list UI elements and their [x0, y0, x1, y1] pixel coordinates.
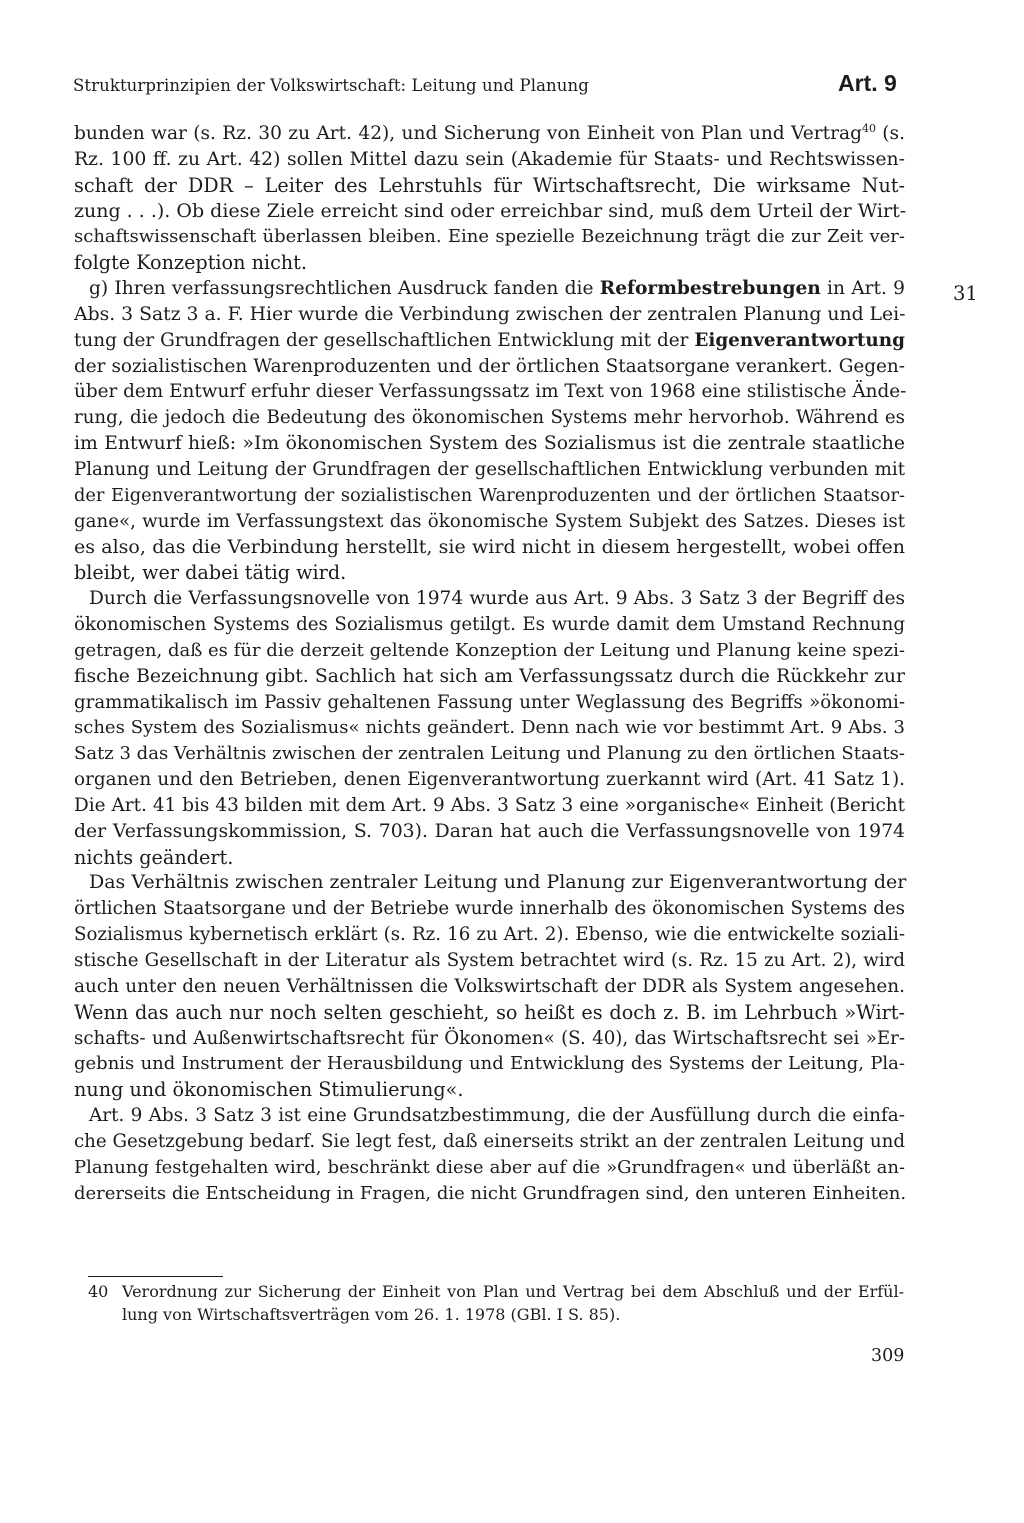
text-line	[74, 715, 905, 741]
footnote-ref: 40	[861, 122, 876, 135]
text-segment: zung . . .). Ob diese Ziele erreicht sind oder erreichbar sind, muß dem Urteil der Wirt-	[74, 199, 907, 222]
text-segment: organen und den Betrieben, denen Eigenverantwortung zuerkannt wird (Art. 41 Satz 1).	[74, 769, 905, 791]
text-line	[74, 845, 905, 871]
text-segment: Das Verhältnis zwischen zentraler Leitung und Planung zur Eigenverantwortung der	[89, 871, 907, 894]
text-line	[74, 638, 905, 664]
text-line	[74, 1026, 905, 1052]
footnote-line-2: lung von Wirtschaftsverträgen vom 26. 1. 1978 (GBl. I S. 85).	[122, 1304, 621, 1324]
text-line	[74, 199, 905, 225]
text-line	[74, 922, 905, 948]
text-line	[74, 741, 905, 767]
text-line	[74, 457, 905, 483]
text-segment: folgte Konzeption nicht.	[74, 251, 307, 275]
text-segment: der Eigenverantwortung der sozialistischen Warenproduzenten und der örtlichen Staatsor-	[74, 484, 905, 506]
text-line	[74, 224, 905, 250]
text-segment: schaftswissenschaft überlassen bleiben. Eine spezielle Bezeichnung trägt die zur Zeit ver-	[74, 226, 905, 248]
text-segment: Die Art. 41 bis 43 bilden mit dem Art. 9 Abs. 3 Satz 3 eine »organische« Einheit (Bericht	[74, 794, 905, 816]
bold-term: Eigenverantwortung	[694, 329, 905, 351]
text-segment: gebnis und Instrument der Herausbildung und Entwicklung des Systems der Leitung, Pla-	[74, 1053, 905, 1075]
text-line	[74, 870, 905, 896]
text-segment: nichts geändert.	[74, 845, 234, 869]
text-line	[74, 328, 905, 354]
footnote-rule	[88, 1276, 223, 1277]
text-line	[74, 354, 905, 380]
text-line	[74, 483, 905, 509]
text-segment: ökonomischen Systems des Sozialismus getilgt. Es wurde damit dem Umstand Rechnung	[74, 614, 905, 636]
text-line	[74, 793, 905, 819]
text-segment: der sozialistischen Warenproduzenten und der örtlichen Staatsorgane verankert. Gegen-	[74, 355, 905, 377]
text-line	[74, 1000, 905, 1026]
text-segment: getragen, daß es für die derzeit geltende Konzeption der Leitung und Planung keine spezi-	[74, 639, 905, 661]
text-line	[74, 1181, 905, 1207]
text-segment: rung, die jedoch die Bedeutung des ökonomischen Systems mehr hervorhob. Während es	[74, 407, 905, 429]
text-line	[74, 302, 905, 328]
text-segment: (s.	[875, 123, 906, 144]
text-line	[74, 431, 905, 457]
text-segment: grammatikalisch im Passiv gehaltenen Fassung unter Weglassung des Begriffs »ökonomi-	[74, 691, 905, 713]
text-line	[74, 250, 905, 276]
bold-term: Reformbestrebungen	[599, 278, 821, 300]
text-segment: Durch die Verfassungsnovelle von 1974 wurde aus Art. 9 Abs. 3 Satz 3 der Begriff des	[89, 588, 905, 610]
text-line	[74, 509, 905, 535]
text-line	[74, 1077, 905, 1103]
text-segment: stische Gesellschaft in der Literatur als System betrachtet wird (s. Rz. 15 zu Art. 2), wird	[74, 950, 905, 971]
running-header: Strukturprinzipien der Volkswirtschaft: Leitung und Planung	[73, 76, 589, 95]
text-segment: gane«, wurde im Verfassungstext das ökonomische System Subjekt des Satzes. Dieses ist	[74, 510, 905, 532]
text-segment: schafts- und Außenwirtschaftsrecht für Ökonomen« (S. 40), das Wirtschaftsrecht sei »Er-	[74, 1027, 905, 1049]
text-segment: dererseits die Entscheidung in Fragen, die nicht Grundfragen sind, den unteren Einheiten.	[74, 1182, 907, 1204]
text-line	[74, 1129, 905, 1155]
text-segment: über dem Entwurf erfuhr dieser Verfassungssatz im Text von 1968 eine stilistische Ände-	[74, 381, 907, 403]
text-segment: Rz. 100 ff. zu Art. 42) sollen Mittel dazu sein (Akademie für Staats- und Rechtswissen-	[74, 148, 905, 170]
text-segment: che Gesetzgebung bedarf. Sie legt fest, daß einerseits strikt an der zentralen Leitung und	[74, 1130, 905, 1152]
text-segment: Wenn das auch nur noch selten geschieht, so heißt es doch z. B. im Lehrbuch »Wirt-	[74, 1000, 905, 1024]
text-line	[74, 690, 905, 716]
text-segment: der Verfassungskommission, S. 703). Daran hat auch die Verfassungsnovelle von 1974	[74, 820, 905, 842]
footnote-number: 40	[88, 1282, 109, 1301]
text-line	[74, 535, 905, 561]
text-segment: tung der Grundfragen der gesellschaftlichen Entwicklung mit der	[74, 329, 695, 351]
text-line	[74, 974, 905, 1000]
text-segment: Planung festgehalten wird, beschränkt diese aber auf die »Grundfragen« und überläßt an-	[74, 1156, 905, 1178]
text-line	[74, 819, 905, 845]
text-line	[74, 948, 905, 974]
text-segment: Sozialismus kybernetisch erklärt (s. Rz. 16 zu Art. 2). Ebenso, wie die entwickelte soziali-	[74, 924, 905, 946]
footnote-text-1: Verordnung zur Sicherung der Einheit von Plan und Vertrag bei dem Abschluß und der Erfül-	[122, 1282, 904, 1301]
text-segment: g) Ihren verfassungsrechtlichen Ausdruck fanden die	[89, 278, 600, 300]
text-segment: auch unter den neuen Verhältnissen die Volkswirtschaft der DDR als System angesehen.	[74, 975, 905, 997]
body-text	[74, 121, 905, 1206]
text-line	[74, 405, 905, 431]
text-segment: örtlichen Staatsorgane und der Betriebe wurde innerhalb des ökonomischen Systems des	[74, 898, 905, 920]
text-segment: nung und ökonomischen Stimulierung«.	[74, 1078, 464, 1102]
text-segment: sches System des Sozialismus« nichts geändert. Denn nach wie vor bestimmt Art. 9 Abs. 3	[74, 717, 905, 739]
text-segment: bleibt, wer dabei tätig wird.	[74, 561, 347, 585]
text-segment: im Entwurf hieß: »Im ökonomischen System des Sozialismus ist die zentrale staatliche	[74, 433, 905, 455]
text-segment: schaft der DDR – Leiter des Lehrstuhls für Wirtschaftsrecht, Die wirksame Nut-	[74, 173, 905, 197]
text-segment: in Art. 9	[820, 278, 905, 300]
footnote	[88, 1281, 904, 1326]
text-line	[74, 173, 905, 199]
text-line	[74, 612, 905, 638]
text-line	[74, 560, 905, 586]
text-line	[74, 1103, 905, 1129]
page-number: 309	[871, 1346, 905, 1366]
text-segment: Planung und Leitung der Grundfragen der gesellschaftlichen Entwicklung verbunden mit	[74, 458, 905, 480]
text-line	[74, 896, 905, 922]
text-segment: es also, das die Verbindung herstellt, sie wird nicht in diesem hergestellt, wobei offen	[74, 535, 905, 558]
text-line	[74, 121, 905, 147]
text-line	[74, 1155, 905, 1181]
text-segment: Satz 3 das Verhältnis zwischen der zentralen Leitung und Planung zu den örtlichen Staats-	[74, 743, 905, 765]
text-line	[74, 1051, 905, 1077]
margin-number: 31	[953, 282, 978, 305]
text-line	[74, 147, 905, 173]
text-line	[74, 664, 905, 690]
text-segment: fische Bezeichnung gibt. Sachlich hat sich am Verfassungssatz durch die Rückkehr zur	[74, 665, 905, 687]
text-line	[74, 767, 905, 793]
text-line	[74, 276, 905, 302]
text-segment: Art. 9 Abs. 3 Satz 3 ist eine Grundsatzbestimmung, die der Ausfüllung durch die einfa-	[89, 1105, 905, 1127]
text-segment: bunden war (s. Rz. 30 zu Art. 42), und Sicherung von Einheit von Plan und Vertrag	[74, 123, 862, 144]
footnote-line-1	[88, 1281, 904, 1304]
text-segment: Abs. 3 Satz 3 a. F. Hier wurde die Verbindung zwischen der zentralen Planung und Lei-	[74, 303, 906, 325]
text-line	[74, 586, 905, 612]
article-label: Art. 9	[838, 70, 897, 96]
text-line	[74, 379, 905, 405]
